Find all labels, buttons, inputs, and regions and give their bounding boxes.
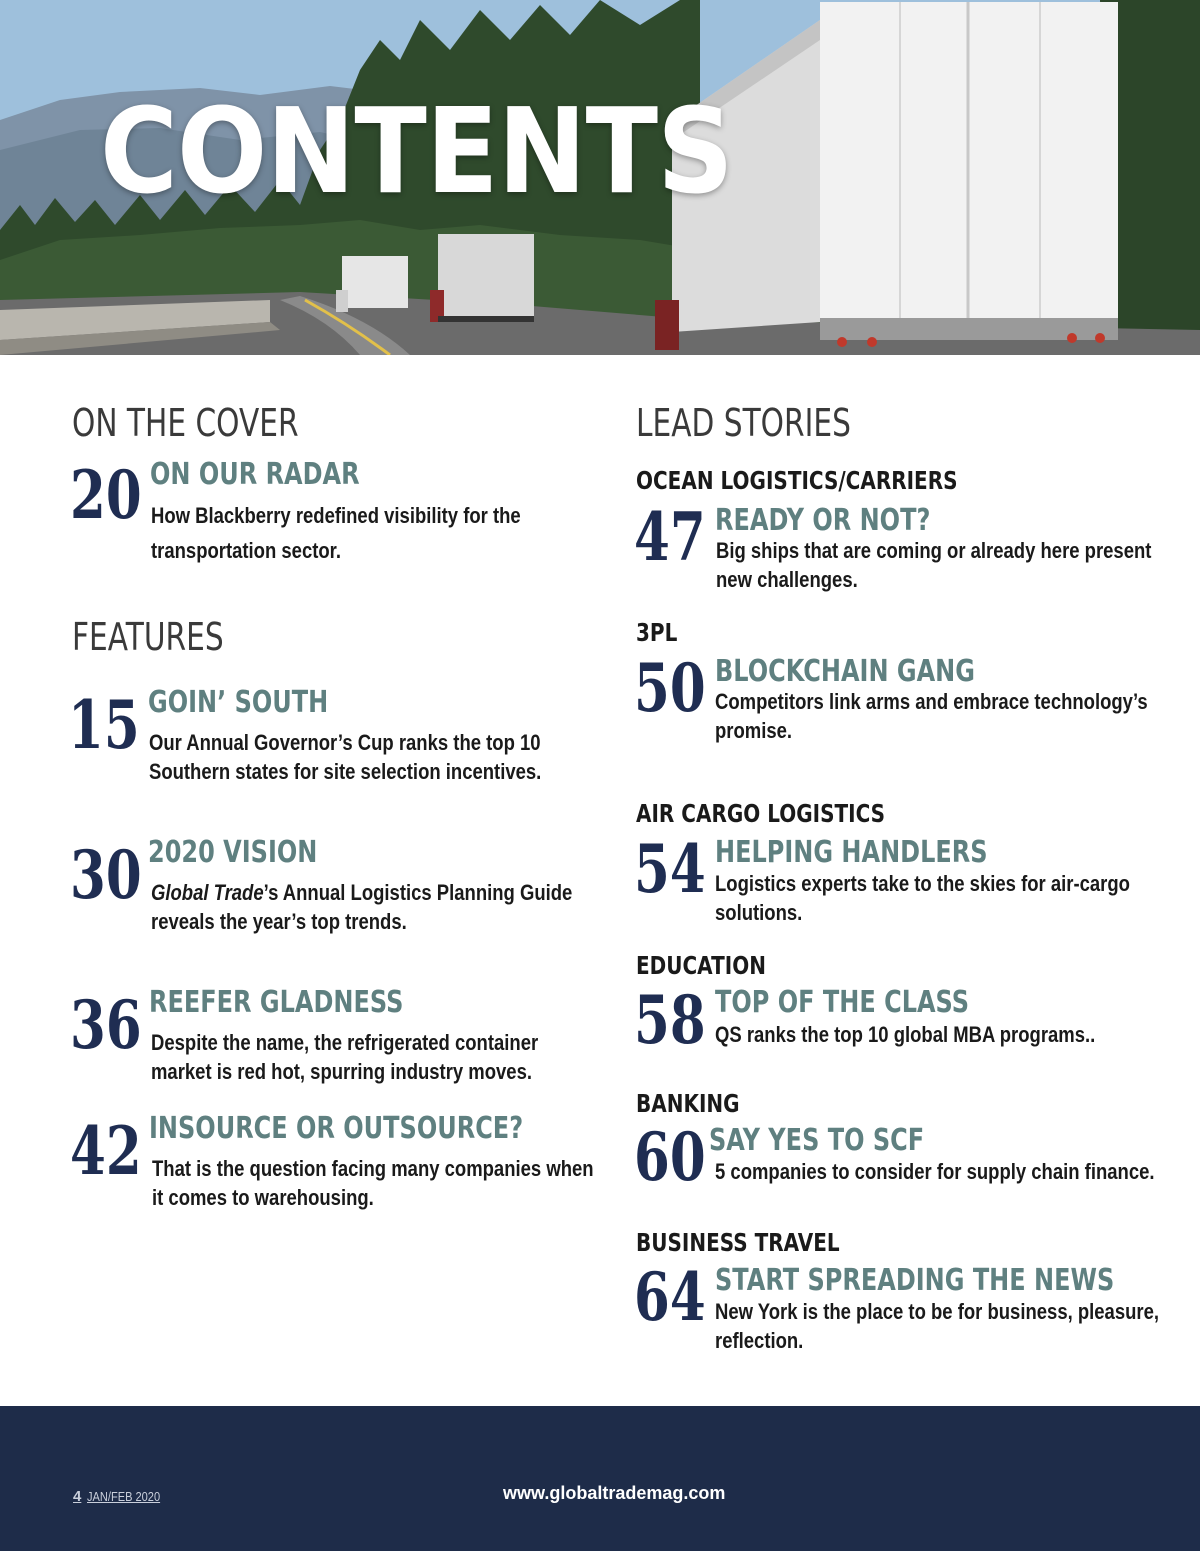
page-number: 60	[634, 1118, 706, 1196]
page-number: 42	[70, 1112, 142, 1190]
entry-description: Logistics experts take to the skies for air-cargo solutions.	[715, 871, 1130, 925]
category-label: 3PL	[636, 618, 678, 647]
entry-title: BLOCKCHAIN GANG	[715, 654, 975, 689]
entry-title: INSOURCE OR OUTSOURCE?	[149, 1111, 524, 1146]
entry-title: HELPING HANDLERS	[715, 835, 988, 870]
page-number: 15	[68, 686, 140, 764]
entry-description: Big ships that are coming or already here present new challenges.	[716, 538, 1152, 592]
category-label: BUSINESS TRAVEL	[636, 1228, 840, 1257]
hero-banner	[0, 0, 1200, 355]
page-number: 36	[70, 986, 142, 1064]
page-title: CONTENTS	[100, 82, 733, 220]
entry-title: START SPREADING THE NEWS	[715, 1263, 1115, 1298]
category-label: EDUCATION	[636, 951, 766, 980]
page-number: 54	[634, 830, 706, 908]
category-label: OCEAN LOGISTICS/CARRIERS	[636, 466, 958, 495]
entry-title: GOIN’ SOUTH	[148, 685, 329, 720]
entry-title: READY OR NOT?	[715, 503, 931, 538]
section-heading-on-the-cover: ON THE COVER	[72, 401, 299, 445]
page-number: 30	[70, 836, 142, 914]
page-number: 64	[634, 1258, 706, 1336]
page-number: 50	[634, 649, 706, 727]
entry-description: How Blackberry redefined visibility for the transportation sector.	[151, 503, 521, 563]
website-link[interactable]: www.globaltrademag.com	[503, 1483, 726, 1503]
page-number: 47	[634, 498, 706, 576]
footer-bar	[0, 1406, 1200, 1551]
entry-description: Global Trade’s Annual Logistics Planning Guide reveals the year’s top trends.	[151, 880, 573, 934]
footer-page-number: 4	[73, 1488, 82, 1505]
category-label: BANKING	[636, 1089, 740, 1118]
entry-description: Competitors link arms and embrace technology’s promise.	[715, 689, 1148, 743]
section-heading-lead-stories: LEAD STORIES	[636, 401, 851, 445]
entry-description: 5 companies to consider for supply chain finance.	[715, 1159, 1155, 1184]
issue-date: JAN/FEB 2020	[87, 1489, 161, 1504]
entry-title: 2020 VISION	[148, 835, 318, 870]
section-heading-features: FEATURES	[72, 615, 224, 659]
folio	[73, 1488, 173, 1505]
entry-description: Despite the name, the refrigerated container market is red hot, spurring industry moves.	[151, 1030, 539, 1084]
entry-title: ON OUR RADAR	[150, 457, 360, 492]
entry-title: REEFER GLADNESS	[149, 985, 404, 1020]
publication-name: Global Trade	[151, 880, 264, 905]
entry-description: Our Annual Governor’s Cup ranks the top 10 Southern states for site selection incentives.	[149, 730, 542, 784]
entry-description: That is the question facing many companies when it comes to warehousing.	[152, 1156, 594, 1210]
category-label: AIR CARGO LOGISTICS	[636, 799, 886, 828]
entry-title: TOP OF THE CLASS	[715, 985, 970, 1020]
entry-description: New York is the place to be for business, pleasure, reflection.	[715, 1299, 1160, 1353]
page-number: 58	[634, 981, 706, 1059]
entry-title: SAY YES TO SCF	[709, 1123, 925, 1158]
page-number: 20	[70, 456, 142, 534]
entry-description: QS ranks the top 10 global MBA programs..	[715, 1022, 1096, 1047]
